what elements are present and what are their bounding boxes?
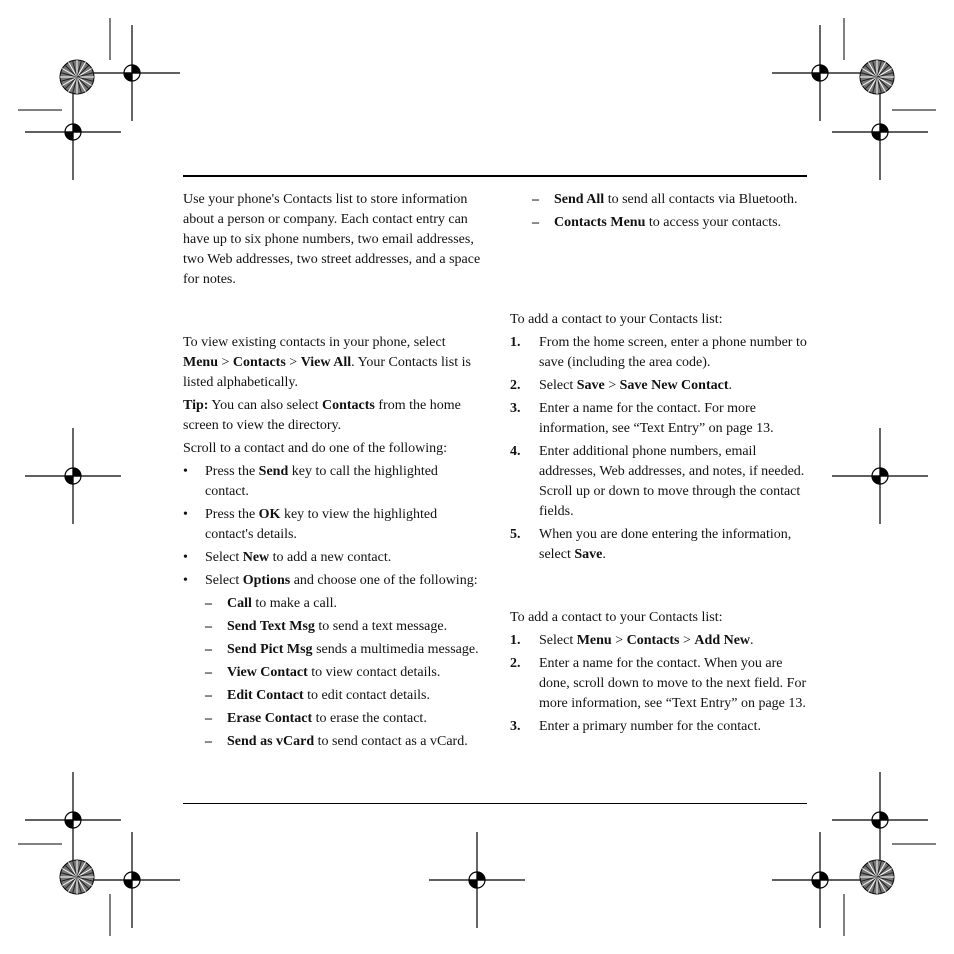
bullet-item	[183, 462, 483, 502]
crosshair-mark	[25, 428, 121, 524]
bullet-text: Press the	[205, 507, 259, 522]
crosshair-mark	[832, 772, 928, 868]
dash-item	[205, 594, 483, 614]
step-text: Contacts	[626, 633, 680, 648]
starburst-mark	[860, 860, 894, 894]
step-item	[510, 654, 810, 714]
dash-symbol: –	[205, 665, 212, 680]
step-item	[510, 399, 810, 439]
crosshair-mark	[84, 25, 180, 121]
dash-symbol: –	[205, 734, 212, 749]
step-text: .	[728, 378, 732, 393]
tip-paragraph: Tip: You can also select Contacts from the home screen to view the directory.	[183, 398, 461, 433]
bottom-rule	[183, 803, 807, 804]
step-text: Save New Contact	[619, 378, 729, 393]
step-text: Menu	[576, 633, 612, 648]
option-name: Send as vCard	[227, 734, 315, 749]
option-description: sends a multimedia message.	[312, 642, 479, 657]
dash-symbol: –	[205, 642, 212, 657]
left-column	[183, 190, 483, 755]
crosshair-mark	[832, 428, 928, 524]
dash-symbol: –	[205, 619, 212, 634]
option-name: View Contact	[227, 665, 308, 680]
step-text: Select	[539, 633, 577, 648]
bullet-text: key to view the highlighted contact's details.	[205, 507, 438, 542]
step-number: 4.	[510, 444, 521, 459]
step-text: Save	[574, 547, 603, 562]
top-rule	[183, 175, 807, 177]
step-number: 5.	[510, 527, 521, 542]
bullet-symbol: •	[183, 550, 188, 565]
dash-symbol: –	[205, 596, 212, 611]
right-column	[510, 190, 810, 734]
bullet-text: Select	[205, 550, 243, 565]
step-text: Enter a name for the contact. For more information, see “Text Entry” on page 13.	[539, 401, 774, 436]
action-bullet-list	[183, 462, 483, 591]
step-number: 3.	[510, 719, 521, 734]
step-text: From the home screen, enter a phone number to save (including the area code).	[539, 335, 807, 370]
option-description: to edit contact details.	[303, 688, 430, 703]
starburst-mark	[60, 60, 94, 94]
step-number: 1.	[510, 335, 521, 350]
dash-symbol: –	[532, 215, 539, 230]
step-item	[510, 717, 810, 737]
option-name: Send All	[554, 192, 605, 207]
dash-item	[205, 732, 483, 752]
view-contacts-paragraph: To view existing contacts in your phone, select Menu > Contacts > View All. Your Contacts list is listed alphabetically.	[183, 335, 471, 390]
step-number: 3.	[510, 401, 521, 416]
starburst-mark	[60, 860, 94, 894]
option-name: Send Text Msg	[227, 619, 315, 634]
step-number: 1.	[510, 633, 521, 648]
option-description: to make a call.	[251, 596, 338, 611]
step-text: >	[604, 378, 620, 393]
starburst-mark	[860, 60, 894, 94]
bullet-text: to add a new contact.	[269, 550, 392, 565]
step-item	[510, 442, 810, 522]
step-number: 2.	[510, 378, 521, 393]
bullet-text: Select	[205, 573, 243, 588]
option-description: to send all contacts via Bluetooth.	[604, 192, 798, 207]
bullet-text: and choose one of the following:	[290, 573, 478, 588]
step-number: 2.	[510, 656, 521, 671]
step-text: Enter additional phone numbers, email addresses, Web addresses, and notes, if needed. Scroll up or down to move through the contact fields.	[539, 444, 805, 519]
option-description: to send a text message.	[314, 619, 448, 634]
step-item	[510, 525, 810, 565]
step-text: >	[679, 633, 695, 648]
step-text: Select	[539, 378, 577, 393]
dash-symbol: –	[205, 688, 212, 703]
crosshair-mark	[84, 832, 180, 928]
crosshair-mark	[25, 84, 121, 180]
step-text: When you are done entering the information, select	[539, 527, 792, 562]
bullet-text: key to call the highlighted contact.	[205, 464, 438, 499]
step-item	[510, 631, 810, 651]
step-item	[510, 376, 810, 396]
dash-item	[205, 686, 483, 706]
crosshair-mark	[772, 25, 868, 121]
step-text: Enter a name for the contact. When you are done, scroll down to move to the next field. For more information, see “Text Entry” on page 13.	[539, 656, 807, 711]
bullet-symbol: •	[183, 464, 188, 479]
step-text: Save	[576, 378, 605, 393]
bullet-item	[183, 505, 483, 545]
crosshair-mark	[832, 84, 928, 180]
bullet-item	[183, 548, 483, 568]
step-text: Enter a primary number for the contact.	[539, 719, 761, 734]
add-contact-steps-2	[510, 631, 810, 737]
option-name: Erase Contact	[227, 711, 313, 726]
scroll-paragraph: Scroll to a contact and do one of the following:	[183, 441, 447, 456]
dash-item	[205, 617, 483, 637]
bullet-text: Press the	[205, 464, 259, 479]
bullet-item	[183, 571, 483, 591]
option-description: to view contact details.	[307, 665, 441, 680]
option-description: to erase the contact.	[312, 711, 427, 726]
bullet-symbol: •	[183, 573, 188, 588]
dash-symbol: –	[205, 711, 212, 726]
bullet-symbol: •	[183, 507, 188, 522]
bullet-bold: Options	[242, 573, 291, 588]
crosshair-mark	[25, 772, 121, 868]
option-name: Edit Contact	[227, 688, 304, 703]
dash-item	[532, 213, 810, 233]
bullet-bold: New	[242, 550, 270, 565]
options-continued-list	[532, 190, 810, 233]
bullet-bold: OK	[258, 507, 281, 522]
crosshair-mark	[772, 832, 868, 928]
intro-paragraph: Use your phone's Contacts list to store information about a person or company. Each contact entry can have up to six phone numbers, two email addresses, two Web addresses, two street addresses, and a space for notes.	[183, 192, 481, 287]
dash-item	[205, 663, 483, 683]
bullet-bold: Send	[258, 464, 289, 479]
step-text: .	[602, 547, 606, 562]
dash-symbol: –	[532, 192, 539, 207]
add-contact-intro-1: To add a contact to your Contacts list:	[510, 312, 723, 327]
dash-item	[205, 709, 483, 729]
option-name: Call	[227, 596, 252, 611]
option-description: to access your contacts.	[645, 215, 782, 230]
step-item	[510, 333, 810, 373]
option-name: Send Pict Msg	[227, 642, 313, 657]
dash-item	[205, 640, 483, 660]
options-sub-list	[205, 594, 483, 752]
add-contact-intro-2: To add a contact to your Contacts list:	[510, 610, 723, 625]
step-text: Add New	[694, 633, 751, 648]
step-text: .	[750, 633, 754, 648]
option-name: Contacts Menu	[554, 215, 646, 230]
add-contact-steps-1	[510, 333, 810, 565]
step-text: >	[611, 633, 627, 648]
dash-item	[532, 190, 810, 210]
crosshair-mark	[429, 832, 525, 928]
option-description: to send contact as a vCard.	[314, 734, 468, 749]
